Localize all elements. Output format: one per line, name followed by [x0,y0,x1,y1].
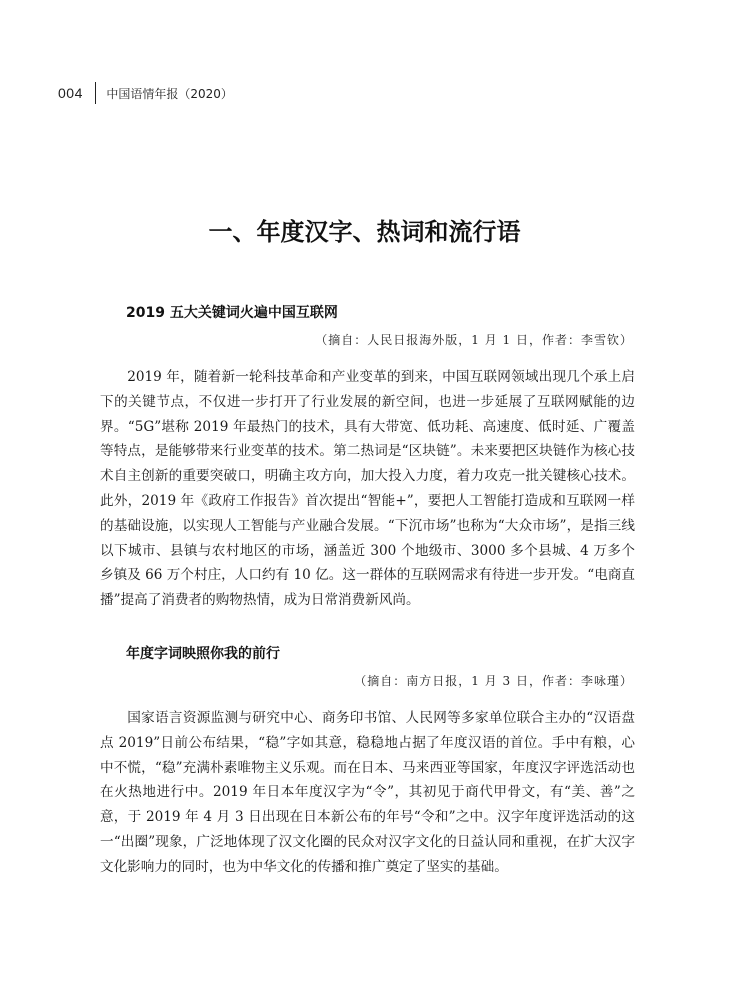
article-title-1: 2019 五大关键词火遍中国互联网 [126,305,338,321]
chapter-title: 一、年度汉字、热词和流行语 [208,217,521,246]
article-body-2: 国家语言资源监测与研究中心、商务印书馆、人民网等多家单位联合主办的“汉语盘点 2019”日前公布结果，“稳”字如其意，稳稳地占据了年度汉语的首位。手中有粮，心中不慌，“稳”充满朴素唯物主义乐观。而在日本、马来西亚等国家，年度汉字评选活动也在火热地进行中。2019 年日本年度汉字为“令”，其初见于商代甲骨文，有“美、善”之意，于 2019 年 4 月 3 日出现在日本新公布的年号“令和”之中。汉字年度评选活动的这一“出圈”现象，广泛地体现了汉文化圈的民众对汉字文化的日益认同和重视，在扩大汉字文化影响力的同时，也为中华文化的传播和推广奠定了坚实的基础。 [100,710,635,875]
book-title: 中国语情年报（2020） [106,86,233,101]
article-source-1: （摘自：人民日报海外版，1 月 1 日，作者：李雪钦） [315,333,633,347]
header-divider [95,82,97,104]
article-body-1: 2019 年，随着新一轮科技革命和产业变革的到来，中国互联网领域出现几个承上启下的关键节点，不仅进一步打开了行业发展的新空间，也进一步延展了互联网赋能的边界。“5G”堪称 2019 年最热门的技术，具有大带宽、低功耗、高速度、低时延、广覆盖等特点，是能够带来行业变革的技术。第二热词是“区块链”。未来要把区块链作为核心技术自主创新的重要突破口，明确主攻方向，加大投入力度，着力攻克一批关键核心技术。此外，2019 年《政府工作报告》首次提出“智能+”，要把人工智能打造成和互联网一样的基础设施，以实现人工智能与产业融合发展。“下沉市场”也称为“大众市场”，是指三线以下城市、县镇与农村地区的市场，涵盖近 300 个地级市、3000 多个县城、4 万多个乡镇及 66 万个村庄，人口约有 10 亿。这一群体的互联网需求有待进一步开发。“电商直播”提高了消费者的购物热情，成为日常消费新风尚。 [100,369,635,609]
article-source-2: （摘自：南方日报，1 月 3 日，作者：李咏瑾） [354,674,633,688]
article-title-2: 年度字词映照你我的前行 [126,646,280,662]
page-number: 004 [58,85,83,101]
running-header [58,82,233,104]
